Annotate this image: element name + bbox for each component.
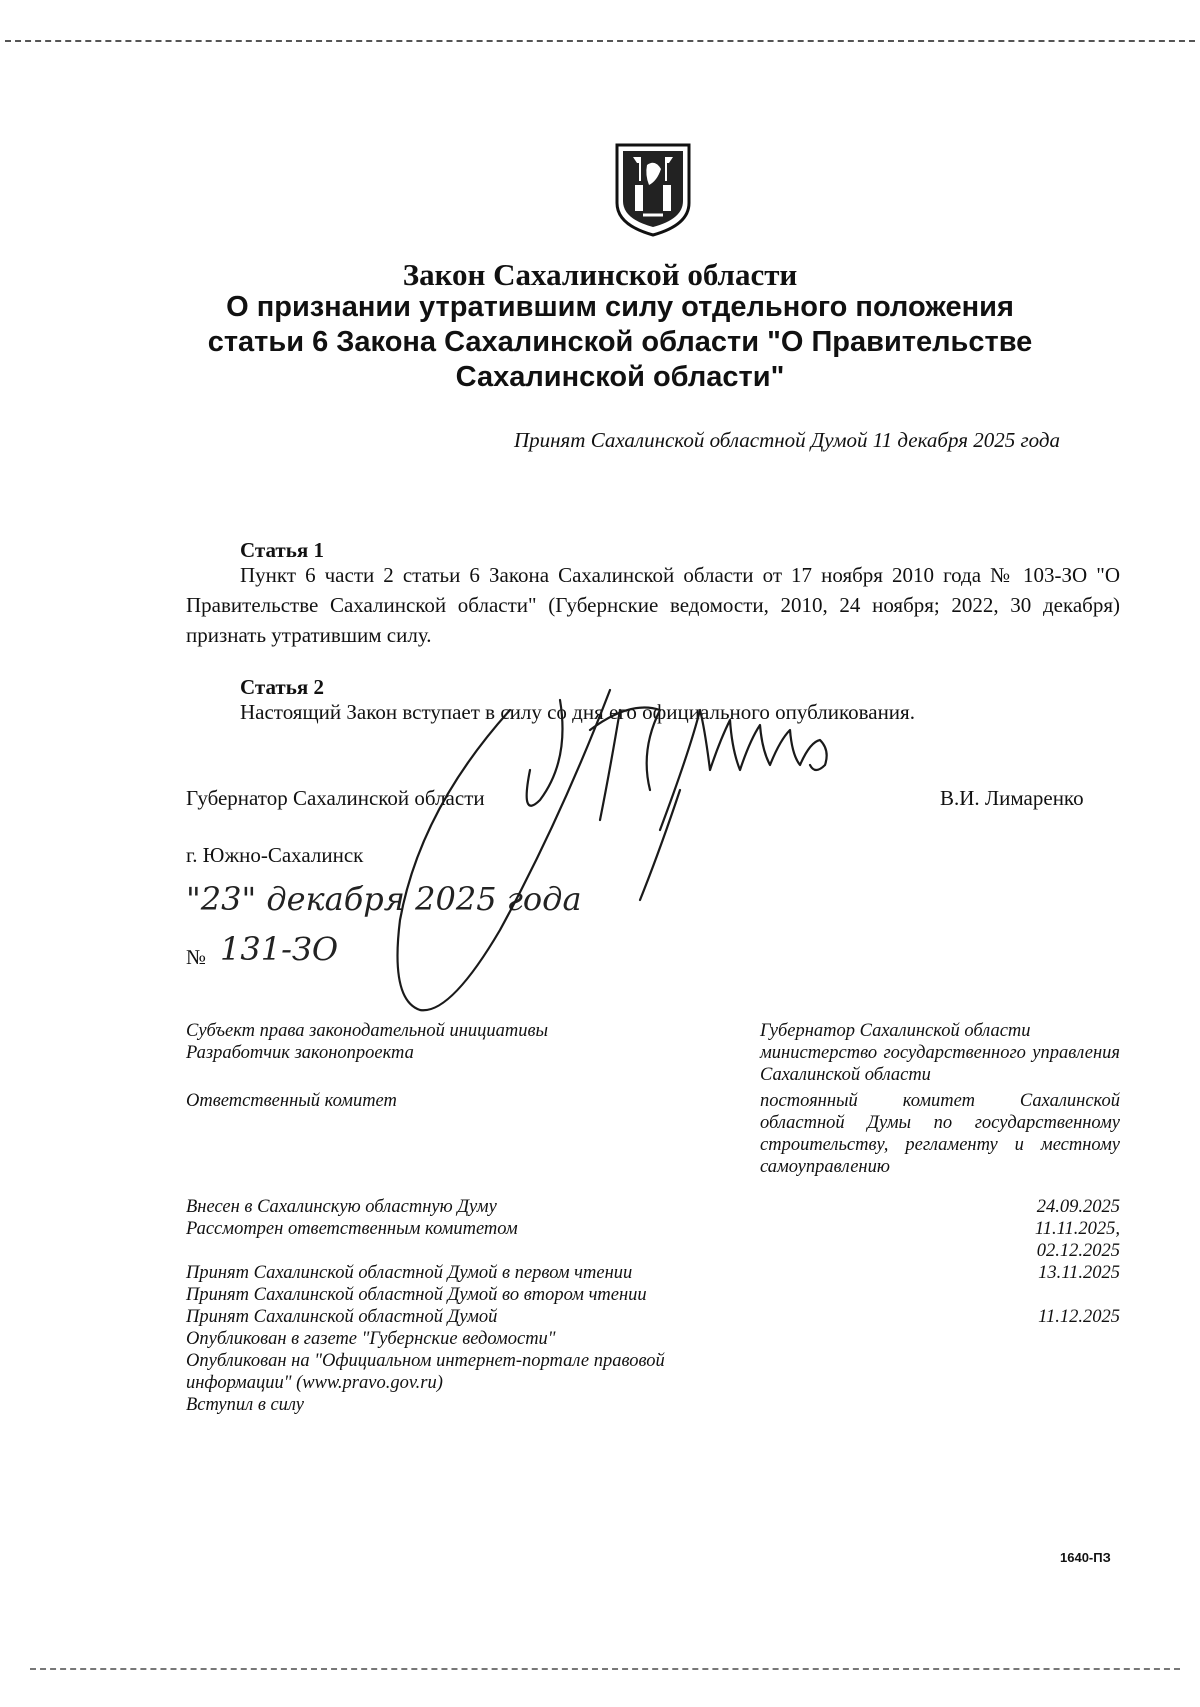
second-reading-label: Принят Сахалинской областной Думой во втором чтении [186,1285,647,1305]
in-force-label: Вступил в силу [186,1395,304,1415]
committee-label: Ответственный комитет [186,1091,397,1111]
coat-of-arms-icon [613,141,693,237]
first-reading-date: 13.11.2025 [1038,1263,1120,1283]
first-reading-label: Принят Сахалинской областной Думой в первом чтении [186,1263,633,1283]
top-scan-border [5,40,1195,42]
law-title: Закон Сахалинской области [402,257,798,292]
adoption-line: Принят Сахалинской областной Думой 11 декабря 2025 года [513,428,1060,452]
introduced-label: Внесен в Сахалинскую областную Думу [186,1197,497,1217]
article-2-text: Настоящий Закон вступает в силу со дня его официального опубликования. [240,700,915,724]
signing-date: "23" декабря 2025 года [186,880,582,918]
adopted-date: 11.12.2025 [1038,1307,1120,1327]
law-number: 131-ЗО [220,930,339,968]
governor-signature [360,670,920,1030]
reviewed-label: Рассмотрен ответственным комитетом [186,1219,518,1239]
article-1-title: Статья 1 [240,538,324,562]
developer-label: Разработчик законопроекта [186,1043,414,1063]
subject-value: Губернатор Сахалинской области [760,1021,1031,1041]
published-newspaper-label: Опубликован в газете "Губернские ведомости" [186,1329,556,1349]
published-portal-label: Опубликован на "Официальном интернет-портале правовой информации" (www.pravo.gov.ru) [186,1351,665,1393]
article-2-title: Статья 2 [240,675,324,699]
subject-label: Субъект права законодательной инициативы [186,1021,549,1041]
reviewed-date-2: 02.12.2025 [1036,1241,1120,1261]
committee-value: постоянный комитет Сахалинской областной Думы по государственному строительству, регламенту и местному самоуправлению [760,1091,1120,1177]
governor-name: В.И. Лимаренко [940,786,1084,810]
law-subtitle: О признании утратившим силу отдельного положения статьи 6 Закона Сахалинской области "О Правительстве Сахалинской области" [207,291,1033,393]
developer-value: министерство государственного управления Сахалинской области [760,1043,1120,1085]
introduced-date: 24.09.2025 [1036,1197,1120,1217]
governor-position: Губернатор Сахалинской области [186,786,485,810]
reviewed-date-1: 11.11.2025, [1034,1219,1120,1239]
adopted-label: Принят Сахалинской областной Думой [186,1307,498,1327]
number-prefix: № [186,945,207,969]
bottom-scan-border [30,1668,1180,1670]
document-code: 1640-ПЗ [1060,1550,1111,1565]
city: г. Южно-Сахалинск [186,843,364,867]
article-1-text: Пункт 6 части 2 статьи 6 Закона Сахалинской области от 17 ноября 2010 года № 103-ЗО "О Правительстве Сахалинской области" (Губернские ведомости, 2010, 24 ноября; 2022, 30 декабря) признать утратившим силу. [186,563,1120,647]
